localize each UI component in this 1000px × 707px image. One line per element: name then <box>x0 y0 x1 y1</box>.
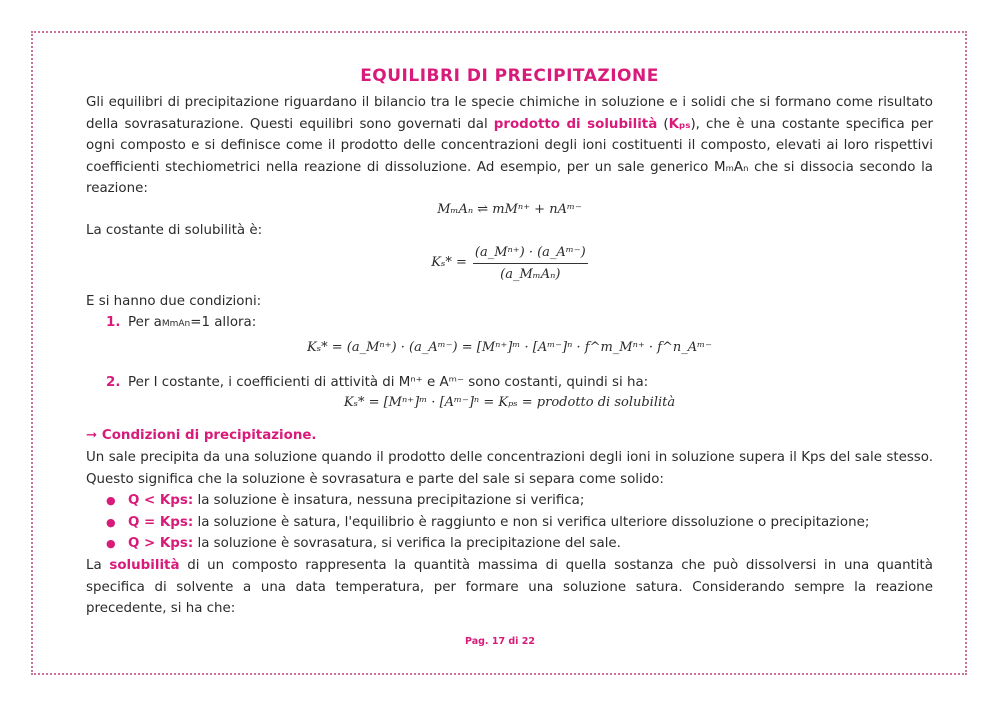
constant-label: La costante di solubilità è: <box>86 222 263 238</box>
kps-symbol: Kₚₛ <box>668 116 691 132</box>
condition-1-number: 1. <box>106 315 121 331</box>
bullet-icon: ● <box>106 537 116 551</box>
q-condition-item <box>86 512 933 534</box>
ks-denominator: (a_MₘAₙ) <box>500 266 561 282</box>
section-heading: ➞ Condizioni di precipitazione. <box>86 428 317 444</box>
intro-text-2: ), che è una costante specifica per ogni composto e si definisce come il prodotto delle concentrazioni degli ioni costituenti il composto, elevati ai loro rispettivi coefficienti stechiometrici nella reazione di dissoluzione. Ad esempio, per un sale generico MₘAₙ che si dissocia secondo la reazione: <box>86 116 934 197</box>
conditions-list-2 <box>86 372 933 394</box>
intro-highlight: prodotto di solubilità <box>493 116 658 132</box>
condition-1-sub: MmAn <box>161 319 191 330</box>
q-condition-item <box>86 533 933 555</box>
solubility-text-2: di un composto rappresenta la quantità massima di quella sostanza che può dissolversi in una quantità specifica di solvente a una data temperatura, per formare una soluzione satura. Considerando sempre la reazione precedente, si ha che: <box>86 557 933 617</box>
intro-paragraph <box>86 92 933 200</box>
q-condition-label: Q > Kps: <box>128 536 194 552</box>
condition-2-number: 2. <box>106 374 121 390</box>
q-conditions-list <box>86 490 933 555</box>
intro-paren: ( <box>657 116 669 132</box>
q-condition-text: la soluzione è satura, l'equilibrio è raggiunto e non si verifica ulteriore dissoluzione o precipitazione; <box>193 514 870 530</box>
dissociation-equation: MₘAₙ ⇌ mMⁿ⁺ + nAᵐ⁻ <box>437 201 582 217</box>
condition-2 <box>86 372 933 394</box>
bullet-icon: ● <box>106 494 116 508</box>
q-condition-text: la soluzione è insatura, nessuna precipitazione si verifica; <box>193 493 585 509</box>
solubility-paragraph <box>86 555 933 620</box>
precipitation-paragraph: Un sale precipita da una soluzione quando il prodotto delle concentrazioni degli ioni in soluzione supera il Kps del sale stesso. Questo significa che la soluzione è sovrasatura e parte del sale si separa come solido: <box>86 449 933 487</box>
q-condition-label: Q = Kps: <box>128 514 194 530</box>
condition-2-equation: Kₛ* = [Mⁿ⁺]ᵐ · [Aᵐ⁻]ⁿ = Kₚₛ = prodotto di solubilità <box>343 395 676 411</box>
conditions-list <box>86 312 933 336</box>
bullet-icon: ● <box>106 515 116 529</box>
solubility-text-1: La <box>86 557 110 573</box>
ks-fraction <box>473 244 588 283</box>
condition-1-text2: =1 allora: <box>190 315 257 331</box>
conditions-label: E si hanno due condizioni: <box>86 293 262 309</box>
condition-1 <box>86 312 933 336</box>
ks-numerator: (a_Mⁿ⁺) · (a_Aᵐ⁻) <box>473 244 588 264</box>
q-condition-text: la soluzione è sovrasatura, si verifica la precipitazione del sale. <box>193 536 621 552</box>
solubility-highlight: solubilità <box>109 557 180 573</box>
intro-text-1: Gli equilibri di precipitazione riguardano il bilancio tra le specie chimiche in soluzione e i solidi che si formano come risultato della sovrasaturazione. Questi equilibri sono governati dal <box>86 95 933 132</box>
condition-1-text: Per a <box>128 315 162 331</box>
condition-1-equation: Kₛ* = (a_Mⁿ⁺) · (a_Aᵐ⁻) = [Mⁿ⁺]ᵐ · [Aᵐ⁻]ⁿ · f^m_Mⁿ⁺ · f^n_Aᵐ⁻ <box>307 339 712 355</box>
q-condition-label: Q < Kps: <box>128 493 194 509</box>
ks-equation <box>86 244 933 283</box>
page-content <box>86 64 933 620</box>
page-title: EQUILIBRI DI PRECIPITAZIONE <box>360 66 659 86</box>
q-condition-item <box>86 490 933 512</box>
condition-2-text: Per I costante, i coefficienti di attività di Mⁿ⁺ e Aᵐ⁻ sono costanti, quindi si ha: <box>128 374 649 390</box>
page-number: Pag. 17 di 22 <box>465 636 535 647</box>
ks-lhs: Kₛ* = <box>431 255 467 271</box>
